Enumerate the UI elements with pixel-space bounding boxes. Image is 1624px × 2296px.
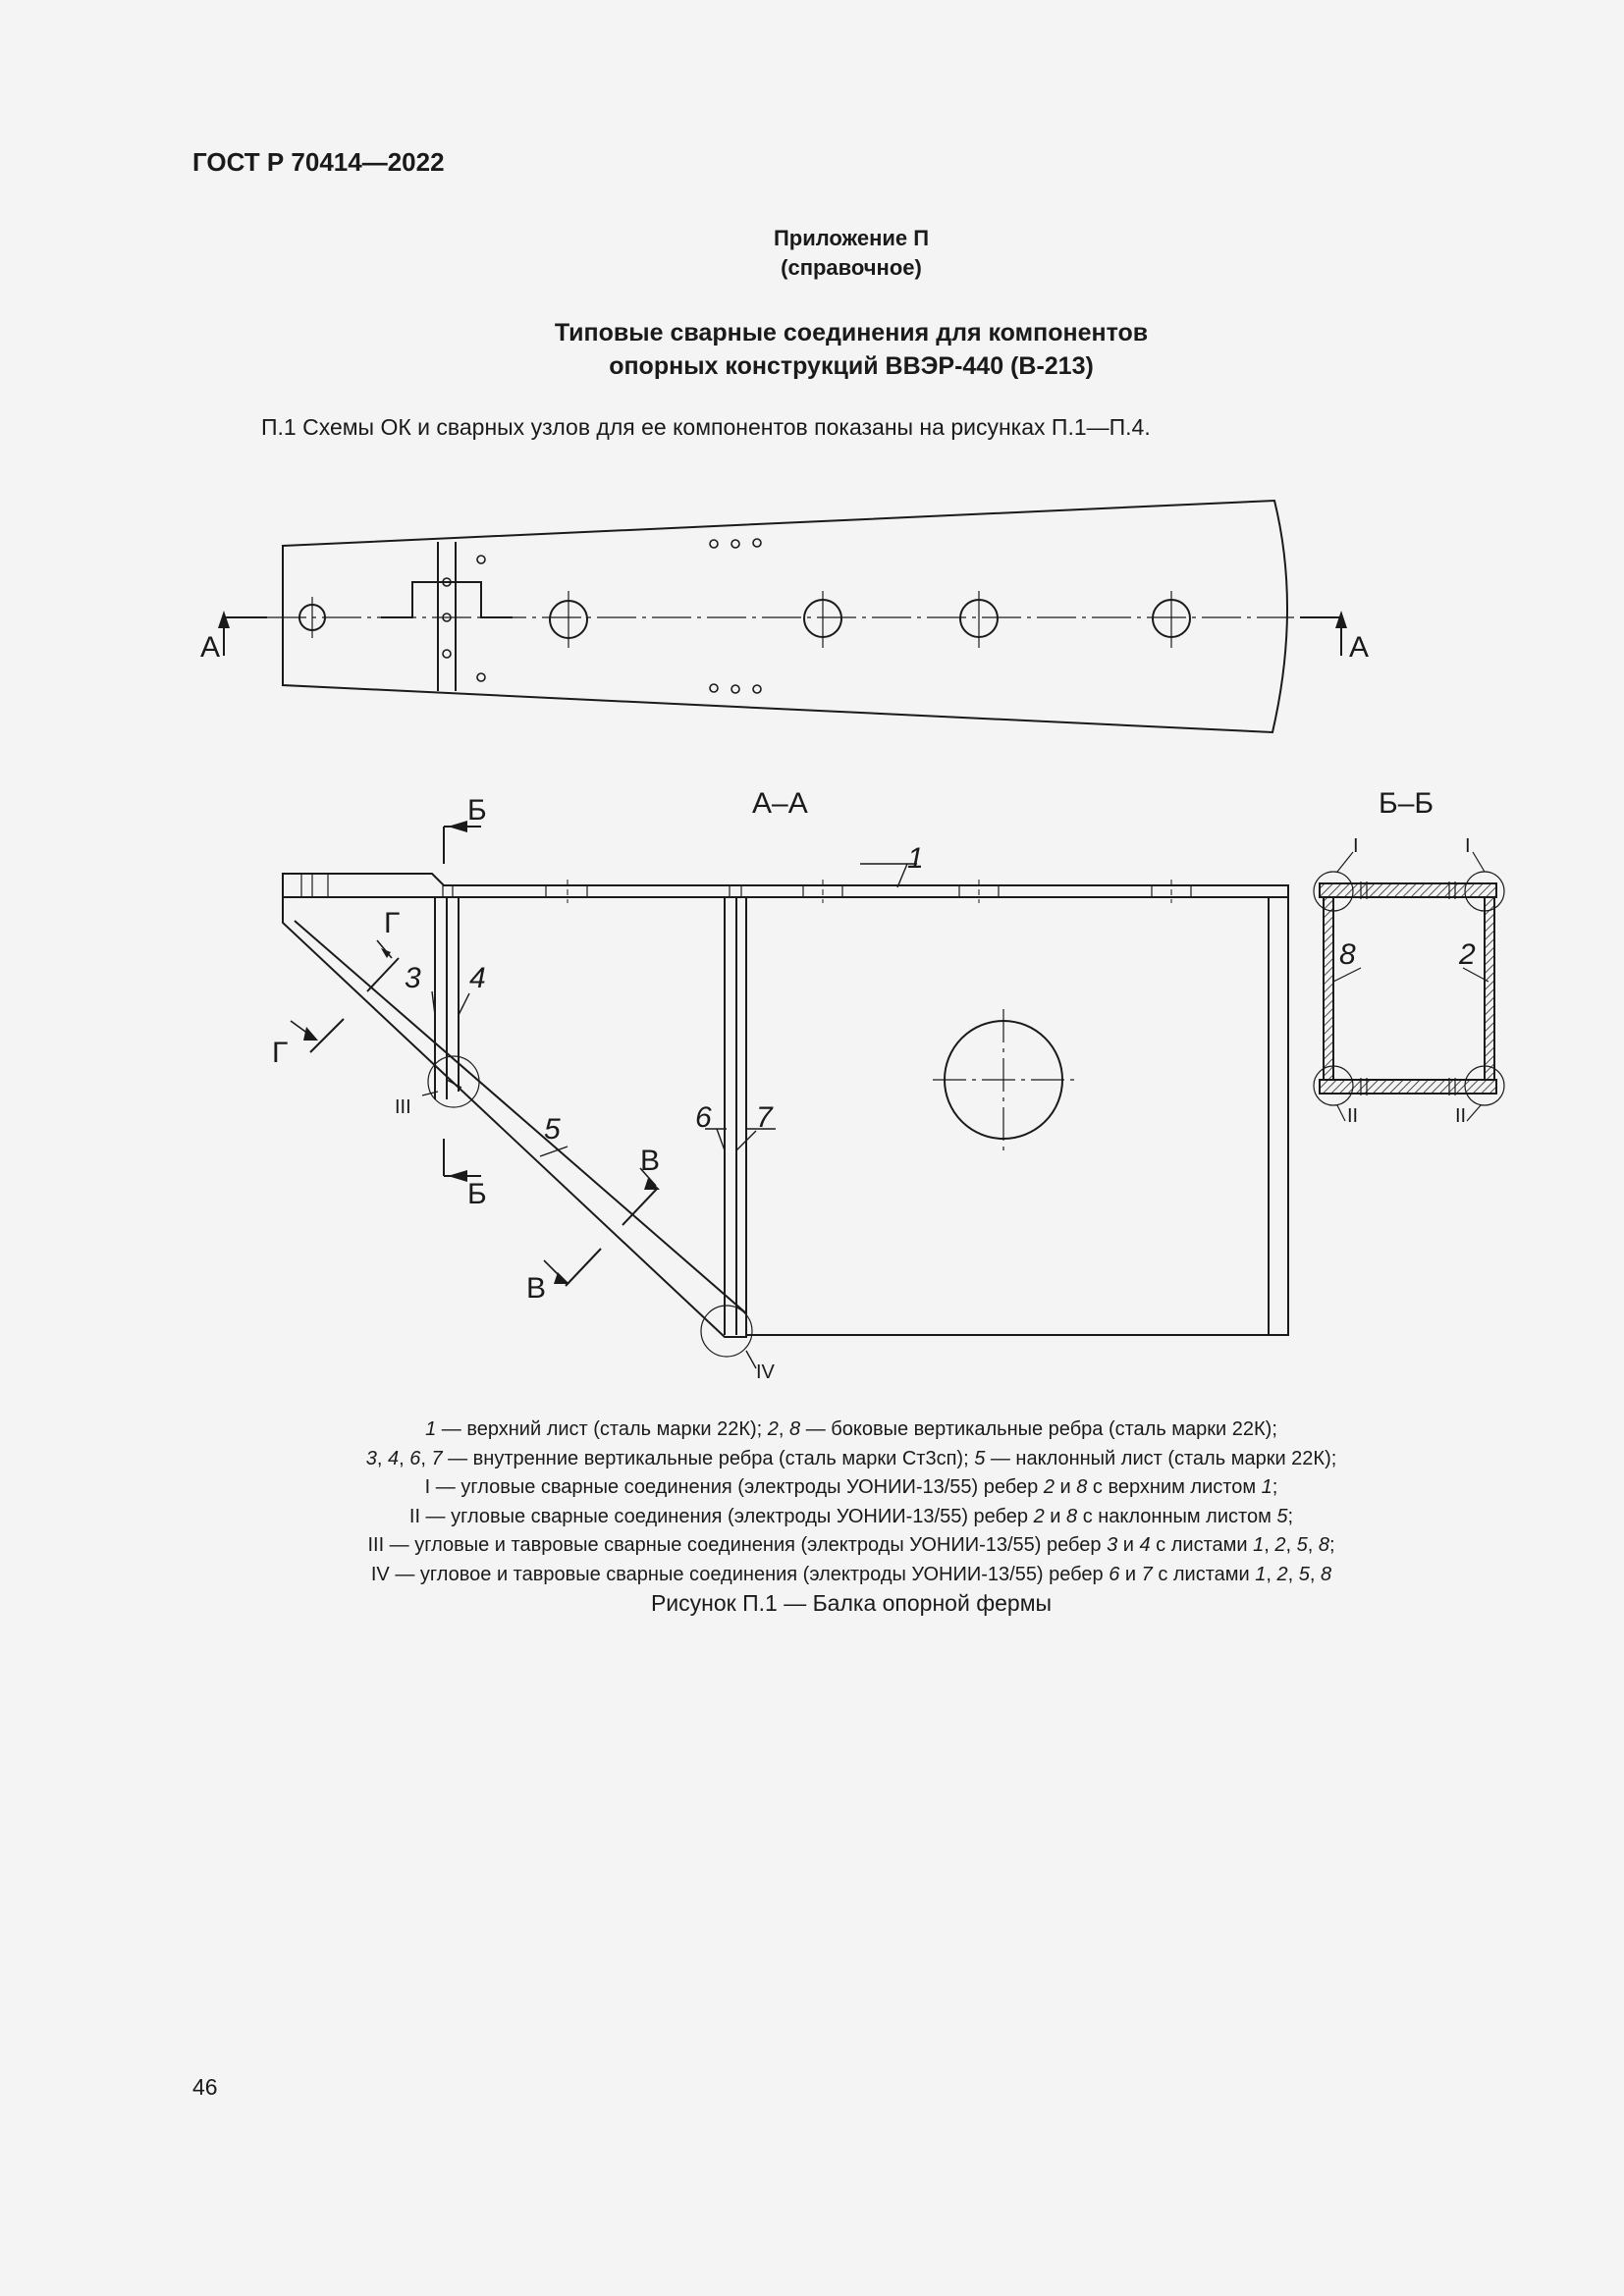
legend-ref: 8 [1076, 1476, 1088, 1498]
legend-line-5 [0, 1531, 1624, 1561]
legend-text: — боковые вертикальные ребра (сталь марки 22К); [800, 1418, 1277, 1440]
legend-text: , [1307, 1534, 1319, 1556]
legend-text: и [1119, 1563, 1142, 1585]
node-label-3: III [395, 1096, 411, 1118]
legend-line-4 [0, 1503, 1624, 1532]
legend-text: — наклонный лист (сталь марки 22К); [985, 1447, 1337, 1469]
legend-line-3 [0, 1473, 1624, 1503]
legend-text: с верхним листом [1087, 1476, 1262, 1498]
annex-subtitle: (справочное) [781, 255, 922, 280]
legend-ref: 1 [1255, 1563, 1267, 1585]
cut-label-v-top: В [640, 1145, 661, 1177]
legend-text: , [376, 1447, 388, 1469]
legend-ref: 2 [1274, 1534, 1286, 1556]
legend-text: , [1309, 1563, 1322, 1585]
part-label-5: 5 [544, 1113, 561, 1146]
legend-ref: 5 [1276, 1505, 1288, 1527]
node-label-2-left: II [1347, 1105, 1359, 1127]
legend-text: и [1117, 1534, 1140, 1556]
node-4-circle [701, 1306, 752, 1357]
legend-text: с наклонным листом [1077, 1505, 1277, 1527]
document-code: ГОСТ Р 70414—2022 [192, 147, 445, 177]
cut-v [566, 1188, 658, 1286]
plan-bolt-marks [443, 539, 761, 693]
legend-ref: 2 [1276, 1563, 1288, 1585]
legend-line-2 [0, 1445, 1624, 1474]
legend-ref: 2 [1033, 1505, 1045, 1527]
legend-text: , [778, 1418, 790, 1440]
legend-text: ; [1272, 1476, 1278, 1498]
legend-ref: 7 [431, 1447, 443, 1469]
legend-ref: 1 [425, 1418, 437, 1440]
legend-ref: 3 [1107, 1534, 1118, 1556]
legend-ref: 4 [387, 1447, 400, 1469]
node-label-1-right: I [1465, 835, 1471, 857]
legend-text: ; [1328, 1534, 1335, 1556]
figure-caption: Рисунок П.1 — Балка опорной фермы [650, 1590, 1053, 1616]
legend-line-1 [0, 1415, 1624, 1445]
node-label-1-left: I [1353, 835, 1359, 857]
legend-text: с листами [1150, 1534, 1254, 1556]
legend-text: IV — угловое и тавровые сварные соединения (электроды УОНИИ-13/55) ребер [370, 1563, 1110, 1585]
section-bb-label: Б–Б [1379, 787, 1435, 820]
legend-text: I — угловые сварные соединения (электроды УОНИИ-13/55) ребер [424, 1476, 1044, 1498]
legend-text: II — угловые сварные соединения (электроды УОНИИ-13/55) ребер [408, 1505, 1034, 1527]
legend-text: — верхний лист (сталь марки 22К); [436, 1418, 768, 1440]
inclined-plate [283, 897, 746, 1337]
bb-rib-2 [1485, 897, 1494, 1080]
view-label-a-left: А [200, 631, 221, 664]
node-label-2-right: II [1455, 1105, 1467, 1127]
legend-text: , [420, 1447, 432, 1469]
cut-label-v-bottom: В [526, 1272, 547, 1305]
part-label-7: 7 [756, 1101, 773, 1134]
legend-ref: 6 [409, 1447, 421, 1469]
figure-legend [0, 1415, 1624, 1589]
plan-view [218, 501, 1347, 732]
legend-ref: 8 [1066, 1505, 1078, 1527]
legend-ref: 1 [1261, 1476, 1272, 1498]
legend-ref: 5 [974, 1447, 986, 1469]
section-aa-view [283, 821, 1288, 1368]
legend-text: и [1054, 1476, 1077, 1498]
legend-ref: 3 [365, 1447, 377, 1469]
top-plate [283, 874, 1288, 897]
cut-label-g-bottom: Г [272, 1037, 289, 1069]
legend-text: III — угловые и тавровые сварные соединения (электроды УОНИИ-13/55) ребер [367, 1534, 1108, 1556]
legend-text: ; [1287, 1505, 1294, 1527]
legend-text: с листами [1152, 1563, 1256, 1585]
legend-ref: 2 [767, 1418, 779, 1440]
legend-text: — внутренние вертикальные ребра (сталь марки Ст3сп); [442, 1447, 975, 1469]
part-label-3: 3 [405, 962, 421, 994]
part-label-2: 2 [1459, 938, 1476, 971]
cut-b-top [444, 827, 481, 864]
page-number: 46 [192, 2074, 218, 2100]
section-title-line-2: опорных конструкций ВВЭР-440 (В-213) [609, 352, 1094, 380]
annex-title: Приложение П [773, 226, 930, 250]
legend-text: , [1264, 1534, 1275, 1556]
section-title-line-1: Типовые сварные соединения для компонентов [554, 319, 1149, 347]
node-label-4: IV [756, 1362, 775, 1383]
legend-text: , [399, 1447, 410, 1469]
cut-arrow-a-left [224, 617, 267, 656]
leaders [432, 864, 917, 1156]
bb-rib-8 [1324, 897, 1333, 1080]
legend-ref: 1 [1253, 1534, 1265, 1556]
plan-outline [283, 501, 1287, 732]
legend-text: , [1266, 1563, 1277, 1585]
part-label-6: 6 [695, 1101, 712, 1134]
cut-b-bottom [444, 1139, 481, 1176]
section-aa-label: А–А [752, 787, 808, 820]
legend-text: , [1285, 1534, 1297, 1556]
legend-ref: 2 [1043, 1476, 1055, 1498]
legend-text: , [1287, 1563, 1299, 1585]
cut-label-b-bottom: Б [467, 1178, 487, 1210]
intro-paragraph: П.1 Схемы ОК и сварных узлов для ее компонентов показаны на рисунках П.1—П.4. [261, 414, 1151, 440]
cut-label-g-top: Г [384, 907, 401, 939]
legend-ref: 7 [1141, 1563, 1153, 1585]
bb-top-plate [1320, 883, 1496, 897]
part-label-8: 8 [1339, 938, 1356, 971]
legend-ref: 8 [789, 1418, 801, 1440]
side-rib [1269, 897, 1288, 1335]
legend-ref: 5 [1298, 1563, 1310, 1585]
part-label-1: 1 [907, 842, 924, 875]
cut-arrow-a-right [1300, 617, 1341, 656]
part-label-4: 4 [469, 962, 486, 994]
legend-line-6 [0, 1561, 1624, 1590]
legend-ref: 4 [1139, 1534, 1151, 1556]
plan-stiffener-profile [381, 582, 513, 617]
legend-ref: 6 [1109, 1563, 1120, 1585]
legend-ref: 8 [1321, 1563, 1332, 1585]
legend-text: и [1044, 1505, 1067, 1527]
cut-label-b-top: Б [467, 794, 487, 827]
legend-ref: 8 [1318, 1534, 1329, 1556]
bb-bottom-plate [1320, 1080, 1496, 1094]
view-label-a-right: А [1349, 631, 1370, 664]
section-bb-view [1314, 852, 1504, 1121]
legend-ref: 5 [1296, 1534, 1308, 1556]
